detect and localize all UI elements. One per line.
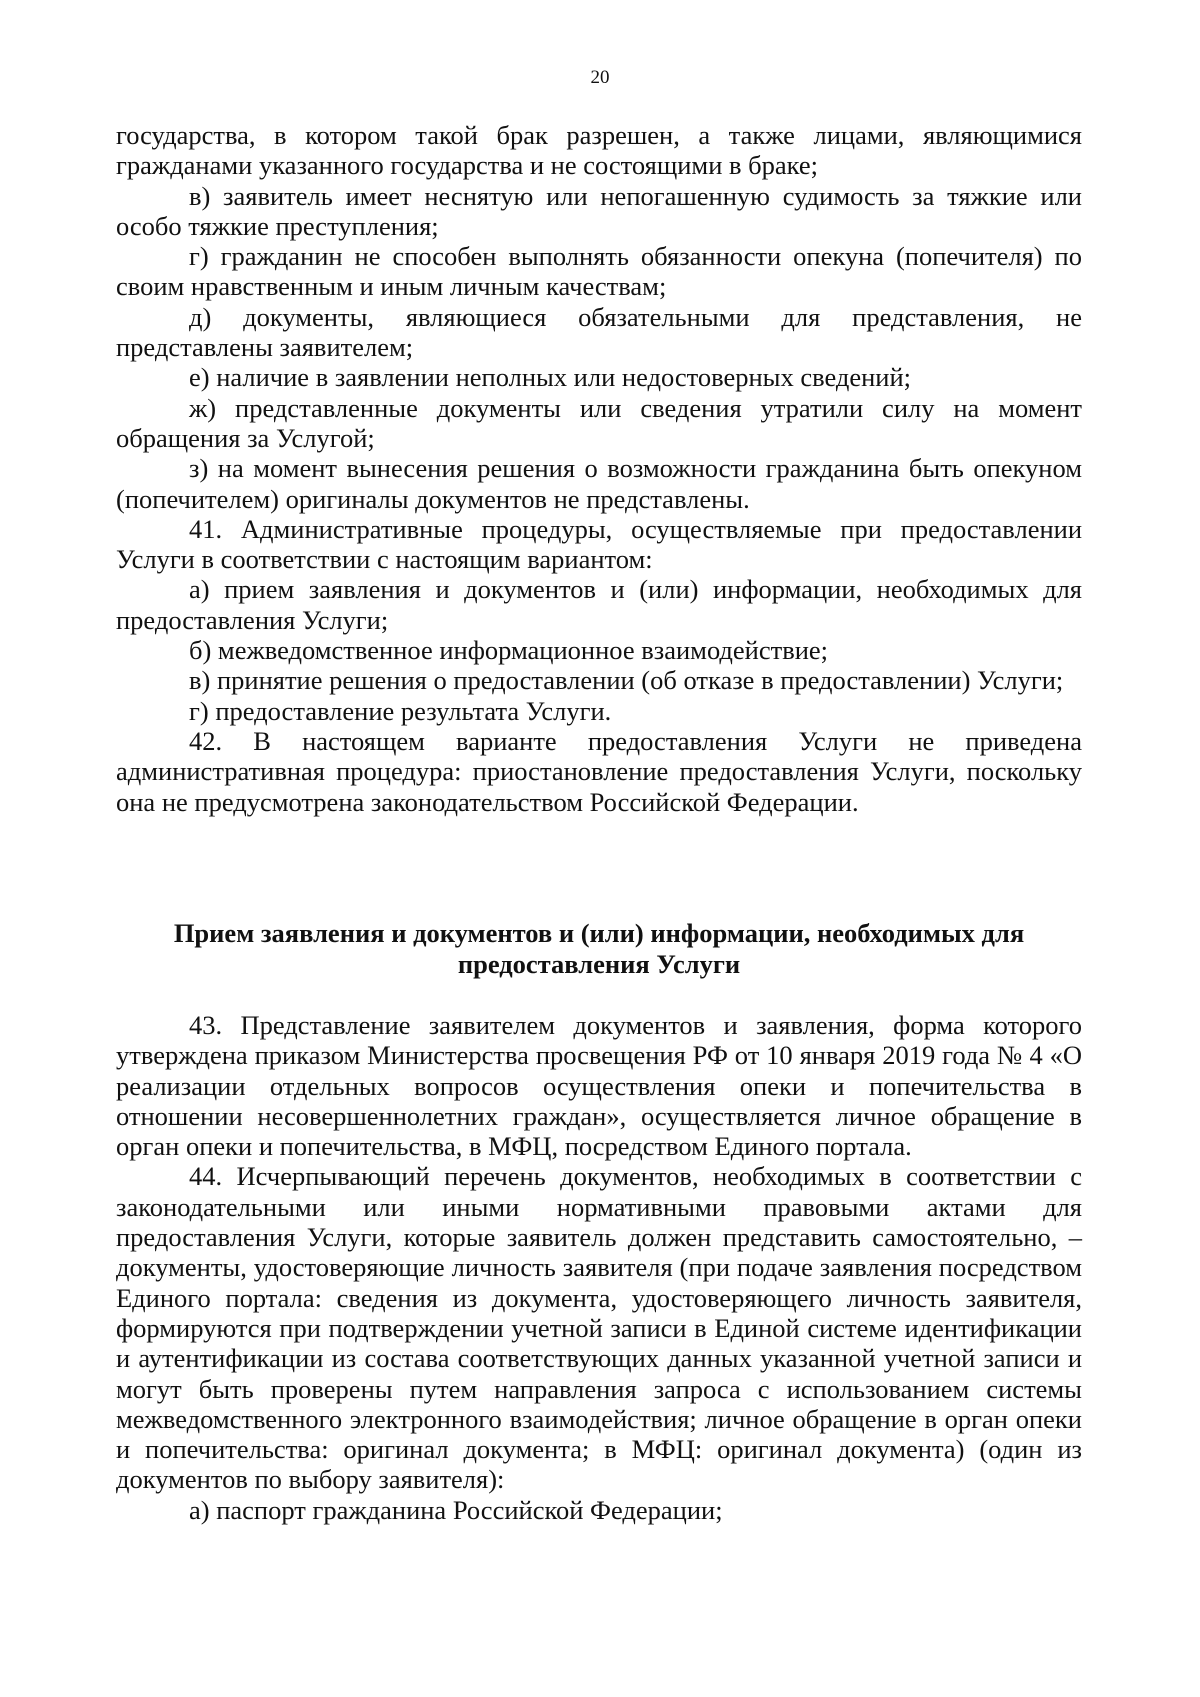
paragraph: д) документы, являющиеся обязательными для представления, не представлены заявителем; [116,301,1082,363]
paragraph: г) предоставление результата Услуги. [189,695,612,726]
paragraph: а) прием заявления и документов и (или) информации, необходимых для предоставления Услуги; [116,574,1082,635]
paragraph: е) наличие в заявлении неполных или недостоверных сведений; [189,362,912,393]
paragraph: 43. Представление заявителем документов и заявления, форма которого утверждена приказом Министерства просвещения РФ от 10 января 2019 года № 4 «О реализации отдельных вопросов осуществления опеки и попечительства в отношении несовершеннолетних граждан», осуществляется личное обращение в орган опеки и попечительства, в МФЦ, посредством Единого портала. [116,1010,1082,1162]
paragraph: ж) представленные документы или сведения утратили силу на момент обращения за Услугой; [116,392,1082,453]
paragraph: з) на момент вынесения решения о возможности гражданина быть опекуном (попечителем) оригиналы документов не представлены. [116,453,1082,514]
paragraph: 44. Исчерпывающий перечень документов, необходимых в соответствии с законодательными или иными нормативными правовыми актами для предоставления Услуги, которые заявитель должен представить самостоятельно, – документы, удостоверяющие личность заявителя (при подаче заявления посредством Единого портала: сведения из документа, удостоверяющего личность заявителя, формируются при подтверждении учетной записи в Единой системе идентификации и аутентификации из состава соответствующих данных указанной учетной записи и могут быть проверены путем направления запроса с использованием системы межведомственного электронного взаимодействия; личное обращение в орган опеки и попечительства: оригинал документа; в МФЦ: оригинал документа) (один из документов по выбору заявителя): [116,1161,1082,1495]
paragraph: г) гражданин не способен выполнять обязанности опекуна (попечителя) по своим нравственным и иным личным качествам; [116,241,1082,302]
section-heading-line: предоставления Услуги [457,949,741,979]
paragraph: б) межведомственное информационное взаимодействие; [189,635,829,666]
page-number: 20 [590,67,610,88]
paragraph: 42. В настоящем варианте предоставления Услуги не приведена административная процедура: приостановление предоставления Услуги, поскольку она не предусмотрена законодательством Российской Федерации. [116,725,1082,817]
section-heading [116,918,1082,980]
paragraph: 41. Административные процедуры, осуществляемые при предоставлении Услуги в соответствии с настоящим вариантом: [116,513,1082,575]
paragraph: в) заявитель имеет неснятую или непогашенную судимость за тяжкие или особо тяжкие преступления; [116,180,1082,241]
paragraph: в) принятие решения о предоставлении (об отказе в предоставлении) Услуги; [189,665,1064,696]
text-block-bottom [116,1010,1082,1525]
section-heading-line: Прием заявления и документов и (или) информации, необходимых для [173,918,1025,948]
paragraph: государства, в котором такой брак разрешен, а также лицами, являющимися гражданами указанного государства и не состоящими в браке; [116,120,1082,181]
text-block-top [116,120,1082,817]
paragraph: а) паспорт гражданина Российской Федерации; [189,1494,723,1525]
